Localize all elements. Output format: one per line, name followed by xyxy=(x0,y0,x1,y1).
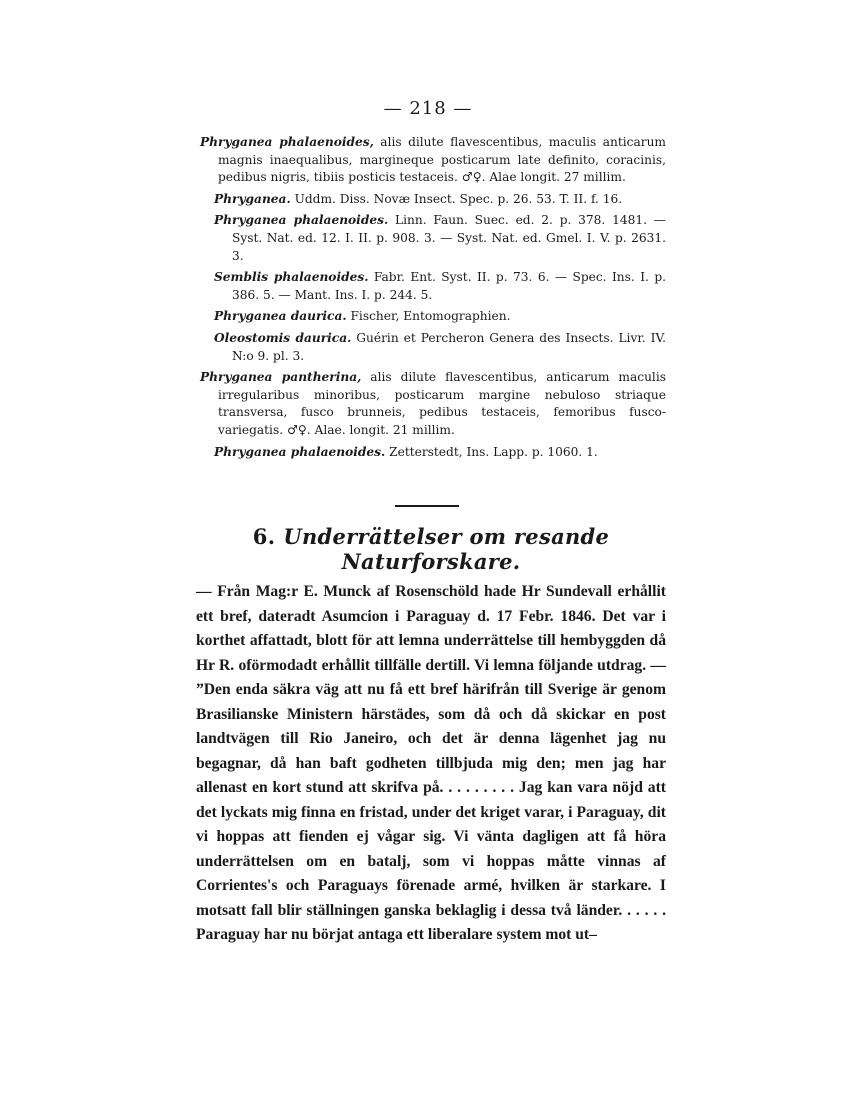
news-section xyxy=(196,524,666,948)
species-name: Oleostomis daurica. xyxy=(214,330,352,345)
species-name: Phryganea pantherina, xyxy=(200,370,362,385)
entry-text: Zetterstedt, Ins. Lapp. p. 1060. 1. xyxy=(385,444,598,459)
section-divider xyxy=(395,505,459,507)
synonym-citation xyxy=(214,330,666,365)
section-number: 6. xyxy=(252,524,276,549)
synonym-citation xyxy=(214,191,666,209)
synonym-citation xyxy=(214,269,666,304)
species-name: Phryganea phalaenoides. xyxy=(214,213,389,228)
entry-text: alis dilute flavescentibus, maculis anticarum magnis inaequalibus, margineque posticarum late definito, coracinis, pedibus nigris, tibiis posticis testaceis. ♂♀. Alae longit. 27 millim. xyxy=(218,135,666,185)
species-name: Phryganea phalaenoides. xyxy=(214,444,386,459)
species-name: Semblis phalaenoides. xyxy=(214,270,369,285)
section-body-text: — Från Mag:r E. Munck af Rosenschöld hade Hr Sundevall erhållit ett bref, dateradt Asumcion i Paraguay d. 17 Febr. 1846. Det var i korthet affattadt, blott för att lemna underrättelse till hembyggden då Hr R. oförmodadt erhållit tillfälle dertill. Vi lemna följande utdrag. — ”Den enda säkra väg att nu få ett bref härifrån till Sverige är genom Brasilianske Ministern härstädes, som då och då skickar en post landtvägen till Rio Janeiro, och det är denna lägenhet jag nu begagnar, då han baft godheten tillbjuda mig den; men jag har allenast en kort stund att skrifva på. . . . . . . . . Jag kan vara nöjd att det lyckats mig finna en fristad, under det kriget varar, i Paraguay, dit vi hoppas att fienden ej vågar sig. Vi vänta dagligen att få höra underrättelsen om en batalj, som vi hoppas måtte vinnas af Corrientes's och Paraguays förenade armé, hvilken är starkare. I motsatt fall blir ställningen ganska beklaglig i dessa två länder. . . . . . Paraguay har nu börjat antaga ett liberalare system mot ut– xyxy=(196,583,666,943)
entry-text: Linn. Faun. Suec. ed. 2. p. 378. 1481. — Syst. Nat. ed. 12. I. II. p. 908. 3. — Syst. Nat. ed. Gmel. I. V. p. 2631. 3. xyxy=(232,213,666,263)
entry-text: Fabr. Ent. Syst. II. p. 73. 6. — Spec. Ins. I. p. 386. 5. — Mant. Ins. I. p. 244. 5. xyxy=(232,270,666,302)
species-description xyxy=(200,369,666,439)
page-number: — 218 — xyxy=(383,98,473,119)
species-entries xyxy=(200,134,666,465)
species-name: Phryganea. xyxy=(214,191,291,206)
synonym-citation xyxy=(214,444,666,462)
species-name: Phryganea daurica. xyxy=(214,309,347,324)
section-heading xyxy=(196,524,666,574)
species-description xyxy=(200,134,666,187)
synonym-citation xyxy=(214,212,666,265)
synonym-citation xyxy=(214,308,666,326)
section-title-text: Underrättelser om resande Naturforskare. xyxy=(283,524,610,574)
species-name: Phryganea phalaenoides, xyxy=(200,135,374,149)
entry-text: Uddm. Diss. Novæ Insect. Spec. p. 26. 53. T. II. f. 16. xyxy=(290,191,623,206)
entry-text: Fischer, Entomographien. xyxy=(346,309,511,324)
entry-text: alis dilute flavescentibus, anticarum maculis irregularibus minoribus, posticarum margine nebuloso striaque transversa, fusco brunneis, pedibus testaceis, femoribus fusco-variegatis. ♂♀. Alae. longit. 21 millim. xyxy=(218,370,666,437)
entry-text: Guérin et Percheron Genera des Insects. Livr. IV. N:o 9. pl. 3. xyxy=(232,330,666,363)
